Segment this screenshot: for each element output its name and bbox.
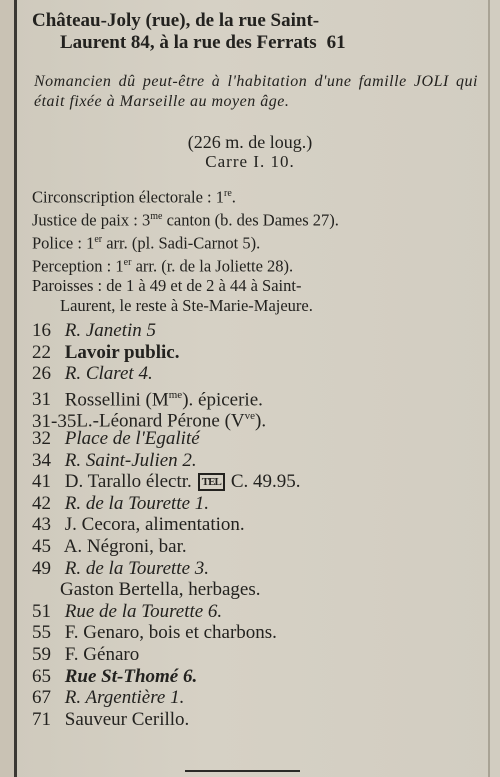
house-number: 42 <box>32 492 51 514</box>
address-entry <box>32 666 482 688</box>
address-entry <box>32 363 482 385</box>
justice-num: 3 <box>141 210 151 230</box>
address-list <box>32 320 482 730</box>
house-number: 71 <box>32 708 51 730</box>
paroisses-row-cont: Laurent, le reste à Ste-Marie-Majeure. <box>60 295 313 315</box>
address-entry <box>32 622 482 644</box>
entry-text: F. Génaro <box>64 643 140 665</box>
telephone-icon: TEL <box>198 473 225 491</box>
perception-num: 1 <box>115 256 124 276</box>
address-entry <box>32 601 482 623</box>
address-entry <box>32 406 482 432</box>
entry-text: A. Négroni, bar. <box>63 535 187 557</box>
house-number: 31-35 <box>32 410 77 432</box>
address-entry-continuation <box>32 579 482 601</box>
entry-text: R. Argentière 1. <box>64 687 185 709</box>
section-end-rule <box>185 770 300 772</box>
entry-text: Place de l'Egalité <box>64 427 200 449</box>
house-number: 65 <box>32 665 51 687</box>
police-row <box>32 230 482 253</box>
entry-text-cont: ). épicerie. <box>182 389 263 411</box>
perception-row <box>32 253 482 276</box>
address-entry <box>32 536 482 558</box>
administrative-info <box>32 184 482 315</box>
police-label: Police : <box>32 233 82 253</box>
house-number: 59 <box>32 643 51 665</box>
entry-text: R. Claret 4. <box>64 363 153 385</box>
address-entry <box>32 385 482 411</box>
police-rest: arr. (pl. Sadi-Carnot 5). <box>106 233 261 253</box>
house-number: 49 <box>32 557 51 579</box>
address-entry <box>32 471 482 493</box>
house-number: 16 <box>32 320 51 341</box>
house-number: 45 <box>32 535 51 557</box>
street-heading-line2 <box>32 32 478 54</box>
perception-rest: arr. (r. de la Joliette 28). <box>135 256 294 276</box>
entry-text: Gaston Bertella, herbages. <box>60 579 261 601</box>
house-number: 26 <box>32 363 51 385</box>
address-entry <box>32 342 482 364</box>
street-heading-extent: Laurent 84, à la rue des Ferrats <box>60 32 317 53</box>
house-number: 51 <box>32 600 51 622</box>
street-heading-line1 <box>32 10 478 32</box>
entry-text: Rossellini (M <box>64 389 169 411</box>
house-number: 22 <box>32 341 51 363</box>
address-entry <box>32 450 482 472</box>
address-entry <box>32 493 482 515</box>
police-num: 1 <box>86 233 95 253</box>
house-number: 34 <box>32 449 51 471</box>
address-entry <box>32 558 482 580</box>
etymology-note: Nomancien dû peut-être à l'habitation d'une famille JOLI qui était fixée à Marseille au moyen âge. <box>34 73 478 110</box>
entry-text: R. Janetin 5 <box>64 320 157 341</box>
address-entry <box>32 320 482 342</box>
entry-sup: ve <box>244 410 256 423</box>
house-number: 43 <box>32 514 51 536</box>
address-entry <box>32 514 482 536</box>
address-entry <box>32 709 482 731</box>
house-number: 32 <box>32 427 51 449</box>
house-number: 31 <box>32 389 51 411</box>
police-sup: er <box>94 234 103 245</box>
entry-text: R. de la Tourette 3. <box>64 557 210 579</box>
entry-text: Lavoir public. <box>64 341 180 363</box>
house-number: 67 <box>32 687 51 709</box>
entry-text: J. Cecora, alimentation. <box>64 514 245 536</box>
street-name: Château-Joly <box>32 10 141 31</box>
circonscription-row: Circonscription électorale : 1re. <box>32 187 236 207</box>
justice-row <box>32 207 482 230</box>
entry-text: Sauveur Cerillo. <box>64 708 190 730</box>
entry-phone: C. 49.95. <box>230 471 301 493</box>
justice-label: Justice de paix : <box>32 210 138 230</box>
map-square: Carre I. 10. <box>205 152 295 171</box>
street-heading <box>32 10 478 54</box>
paroisses-row: Paroisses : de 1 à 49 et de 2 à 44 à Saint- <box>32 276 302 295</box>
perception-sup: er <box>123 257 132 268</box>
entry-sup: me <box>168 388 183 401</box>
left-margin-rule <box>14 0 17 777</box>
circonscription-value: 1 <box>215 187 224 207</box>
street-type: (rue), <box>145 10 191 31</box>
justice-rest: canton (b. des Dames 27). <box>166 210 339 230</box>
address-entry <box>32 644 482 666</box>
circonscription-label: Circonscription électorale : <box>32 187 212 207</box>
right-margin-rule <box>488 0 490 777</box>
address-entry <box>32 687 482 709</box>
entry-text: L.-Léonard Pérone (V <box>76 410 245 432</box>
entry-text: R. Saint-Julien 2. <box>64 449 197 471</box>
house-number: 41 <box>32 471 51 493</box>
justice-sup: me <box>150 211 163 222</box>
street-length: (226 m. de loug.) <box>187 132 313 152</box>
street-heading-rest: de la rue Saint- <box>195 10 320 31</box>
street-heading-number: 61 <box>326 32 346 53</box>
perception-label: Perception : <box>32 256 112 276</box>
entry-text: Rue St-Thomé 6. <box>64 665 198 687</box>
house-number: 55 <box>32 622 51 644</box>
circonscription-sup: re <box>223 188 232 199</box>
entry-text: D. Tarallo électr. <box>64 471 192 493</box>
entry-text-cont: ). <box>255 410 267 432</box>
entry-text: R. de la Tourette 1. <box>64 492 210 514</box>
entry-text: F. Genaro, bois et charbons. <box>64 622 277 644</box>
entry-text: Rue de la Tourette 6. <box>64 600 223 622</box>
